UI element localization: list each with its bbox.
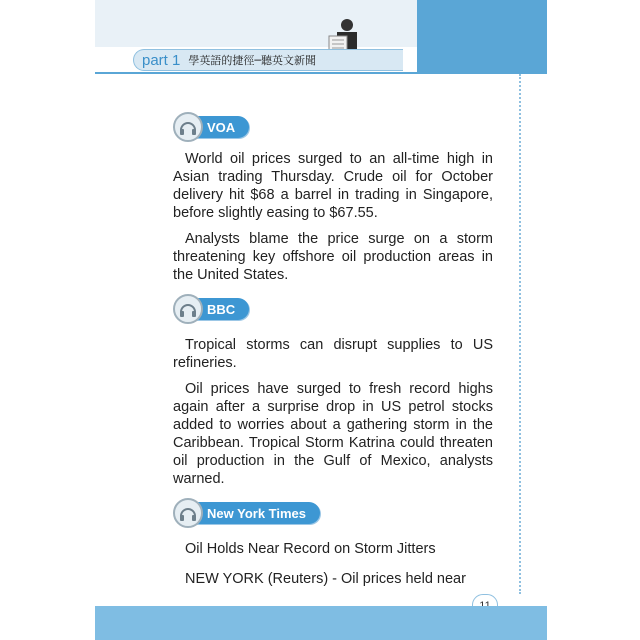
header-divider — [95, 72, 547, 74]
paragraph: Analysts blame the price surge on a storm threatening key offshore oil production areas in the United States. — [173, 231, 493, 283]
header-accent-strip — [417, 0, 547, 73]
paragraph: World oil prices surged to an all-time high in Asian trading Thursday. Crude oil for October delivery hit $68 a barrel in trading in Singapore, before slightly easing to $67.55. — [173, 151, 493, 221]
headphones-icon — [173, 294, 203, 324]
part-header-bar — [133, 49, 403, 71]
footer-band — [95, 606, 547, 640]
paragraph: Tropical storms can disrupt supplies to US refineries. — [173, 337, 493, 371]
part-label: part 1 — [142, 51, 181, 69]
source-name: VOA — [193, 116, 249, 138]
source-badge-bbc — [173, 296, 493, 322]
headphones-icon — [173, 112, 203, 142]
book-page — [95, 0, 547, 640]
margin-dotted-line — [519, 74, 521, 594]
source-name: BBC — [193, 298, 249, 320]
source-badge-nyt — [173, 500, 493, 526]
paragraph: Oil prices have surged to fresh record highs again after a surprise drop in US petrol stocks added to worries about a gathering storm in the Caribbean. Tropical Storm Katrina could threaten oil production in the Gulf of Mexico, analysts warned. — [173, 381, 493, 487]
source-name: New York Times — [193, 502, 320, 524]
paragraph: NEW YORK (Reuters) - Oil prices held near — [185, 571, 466, 587]
article-content — [173, 114, 493, 596]
source-badge-voa — [173, 114, 493, 140]
article-headline: Oil Holds Near Record on Storm Jitters — [185, 541, 436, 557]
headphones-icon — [173, 498, 203, 528]
part-title: 學英語的捷徑─聽英文新聞 — [188, 54, 316, 67]
